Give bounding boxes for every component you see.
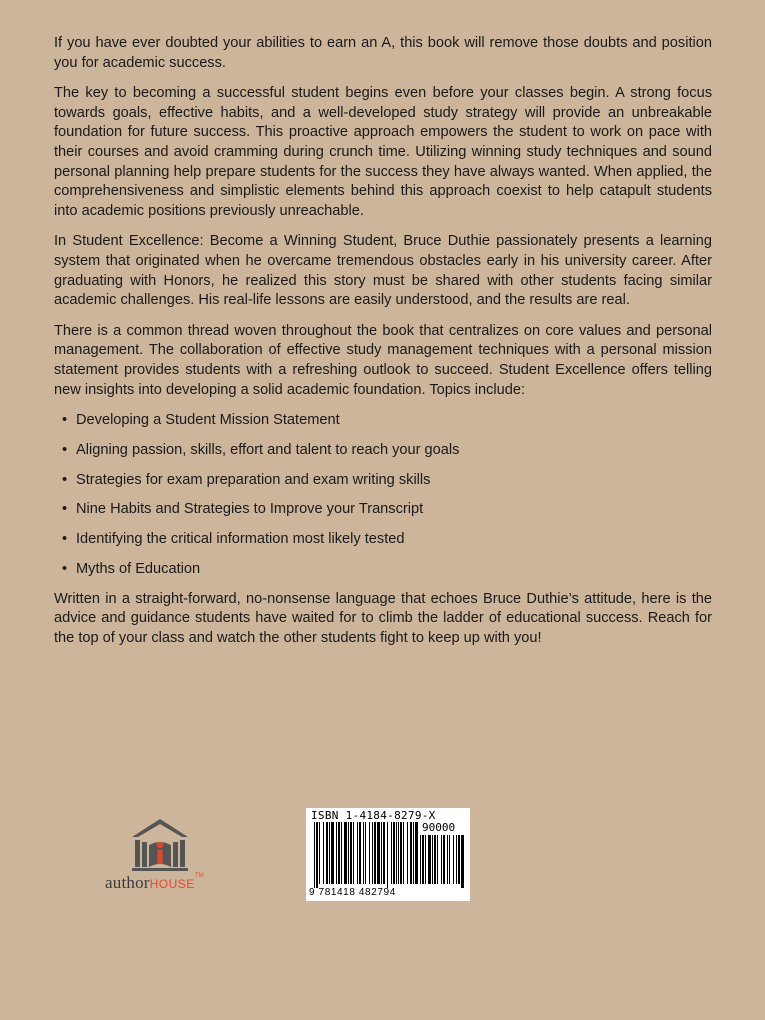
- list-item: • Nine Habits and Strategies to Improve your Transcript: [54, 500, 712, 520]
- list-item: • Myths of Education: [54, 560, 712, 580]
- bullet-icon: •: [62, 441, 68, 458]
- list-item: • Aligning passion, skills, effort and talent to reach your goals: [54, 441, 712, 461]
- topics-paragraph: There is a common thread woven throughout the book that centralizes on core values and personal management. The collaboration of effective study management techniques with a personal mission statement provides students with a refreshing outlook to succeed. Student Excellence offers telling new insights into developing a solid academic foundation. Topics include:: [54, 322, 712, 398]
- bullet-icon: •: [62, 561, 68, 577]
- price-code: 90000: [422, 821, 456, 834]
- publisher-name: authorHOUSE™: [105, 873, 204, 892]
- bullet-icon: •: [62, 501, 68, 518]
- list-item: • Developing a Student Mission Statement: [54, 411, 712, 431]
- list-item: • Identifying the critical information most likely tested: [54, 530, 712, 550]
- ean-number: 9 781418 482794: [309, 887, 396, 898]
- topics-list: [54, 411, 712, 580]
- bullet-icon: •: [62, 471, 68, 488]
- key-paragraph: The key to becoming a successful student begins even before your classes begin. A strong focus towards goals, effective habits, and a well-developed study strategy will provide an unbreakable foundation for future success. This proactive approach empowers the student to work on pace with their courses and avoid cramming during crunch time. Utilizing winning study techniques and sound personal planning help prepare students for the success they have always wanted. When applied, the comprehensiveness and simplistic elements behind this approach coexist to help catapult students into academic positions previously unreachable.: [54, 85, 712, 219]
- isbn-label: ISBN 1-4184-8279-X: [311, 809, 436, 822]
- list-item: • Strategies for exam preparation and exam writing skills: [54, 471, 712, 491]
- bullet-icon: •: [62, 412, 68, 429]
- intro-paragraph: If you have ever doubted your abilities to earn an A, this book will remove those doubts and position you for academic success.: [54, 35, 712, 71]
- closing-paragraph: Written in a straight-forward, no-nonsense language that echoes Bruce Duthie’s attitude, here is the advice and guidance students have waited for to climb the ladder of educational success. Reach for the top of your class and watch the other students fight to keep up with you!: [54, 590, 712, 646]
- publisher-logo: [102, 815, 232, 895]
- bullet-icon: •: [62, 531, 68, 548]
- isbn-barcode: [306, 808, 470, 901]
- back-cover-text: [54, 34, 712, 660]
- house-book-icon: [124, 815, 196, 873]
- author-paragraph: In Student Excellence: Become a Winning Student, Bruce Duthie passionately presents a learning system that originated when he overcame tremendous obstacles early in his university career. After graduating with Honors, he realized this story must be shared with other students facing similar academic challenges. His real-life lessons are easily understood, and the results are real.: [54, 233, 712, 309]
